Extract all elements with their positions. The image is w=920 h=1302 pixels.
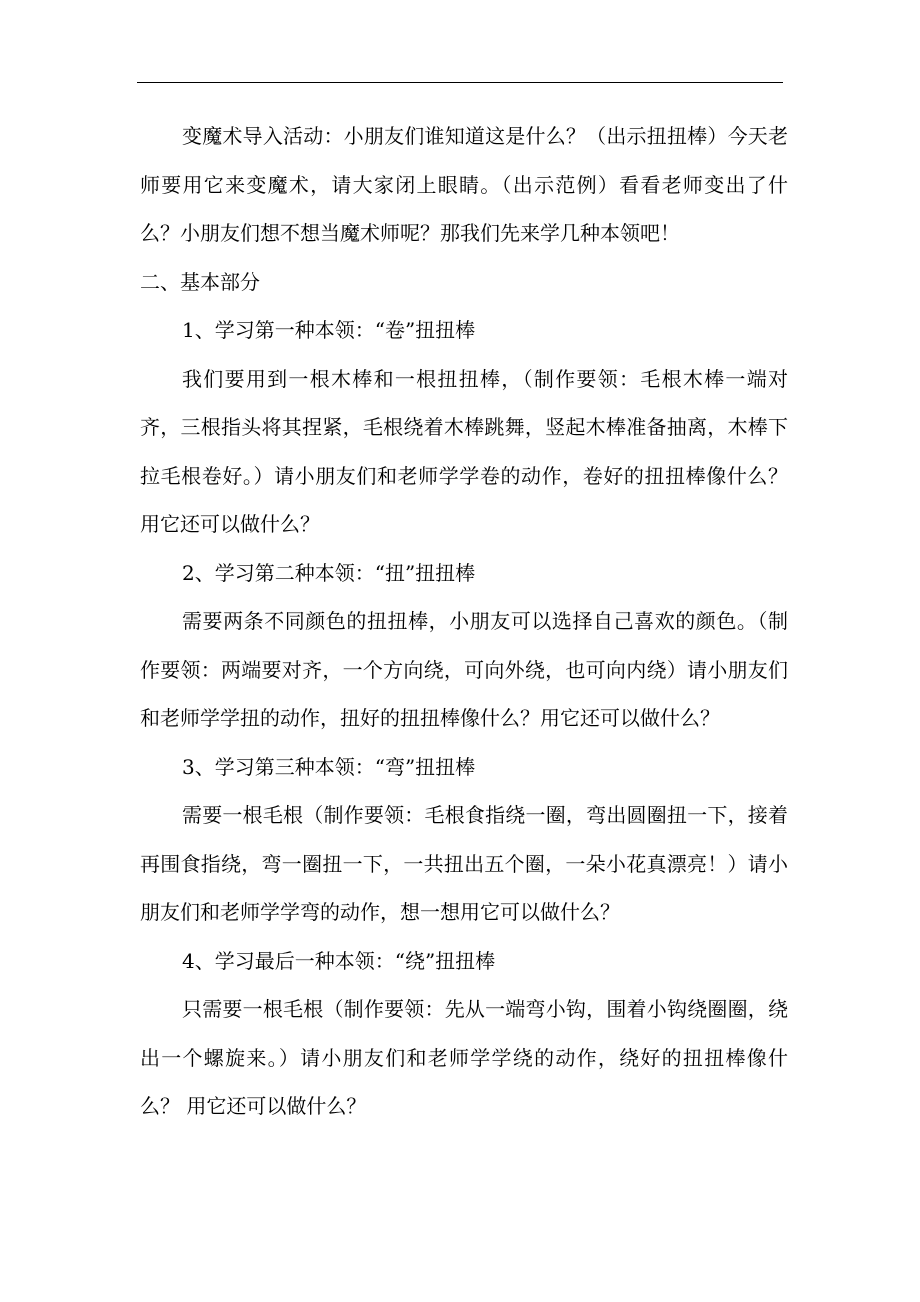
paragraph-intro-activity: 变魔术导入活动：小朋友们谁知道这是什么？（出示扭扭棒）今天老师要用它来变魔术，请大家闭上眼睛。（出示范例）看看老师变出了什么？小朋友们想不想当魔术师呢？那我们先来学几种本领吧！ bbox=[140, 124, 788, 245]
document-body bbox=[140, 112, 788, 1131]
step-heading-wind: 4、学习最后一种本领：“绕”扭扭棒 bbox=[182, 948, 496, 973]
paragraph-roll-instructions: 我们要用到一根木棒和一根扭扭棒，（制作要领：毛根木棒一端对齐，三根指头将其捏紧，毛根绕着木棒跳舞，竖起木棒准备抽离，木棒下拉毛根卷好。）请小朋友们和老师学学卷的动作，卷好的扭扭棒像什么？用它还可以做什么？ bbox=[140, 366, 788, 536]
step-heading-roll: 1、学习第一种本领：“卷”扭扭棒 bbox=[182, 318, 476, 342]
paragraph-bend-instructions: 需要一根毛根（制作要领：毛根食指绕一圈，弯出圆圈扭一下，接着再围食指绕，弯一圈扭一下，一共扭出五个圈，一朵小花真漂亮！）请小朋友们和老师学学弯的动作，想一想用它可以做什么？ bbox=[140, 803, 788, 924]
paragraph-wind-instructions: 只需要一根毛根（制作要领：先从一端弯小钩，围着小钩绕圈圈，绕出一个螺旋来。）请小朋友们和老师学学绕的动作，绕好的扭扭棒像什么？ 用它还可以做什么？ bbox=[140, 997, 788, 1118]
step-heading-twist: 2、学习第二种本领：“扭”扭扭棒 bbox=[182, 560, 476, 585]
section-heading-basic-part: 二、基本部分 bbox=[140, 269, 260, 294]
step-heading-bend: 3、学习第三种本领：“弯”扭扭棒 bbox=[182, 754, 476, 779]
header-rule bbox=[137, 82, 783, 83]
paragraph-twist-instructions: 需要两条不同颜色的扭扭棒，小朋友可以选择自己喜欢的颜色。（制作要领：两端要对齐，一个方向绕，可向外绕，也可向内绕）请小朋友们和老师学学扭的动作，扭好的扭扭棒像什么？用它还可以做什么？ bbox=[140, 609, 788, 730]
